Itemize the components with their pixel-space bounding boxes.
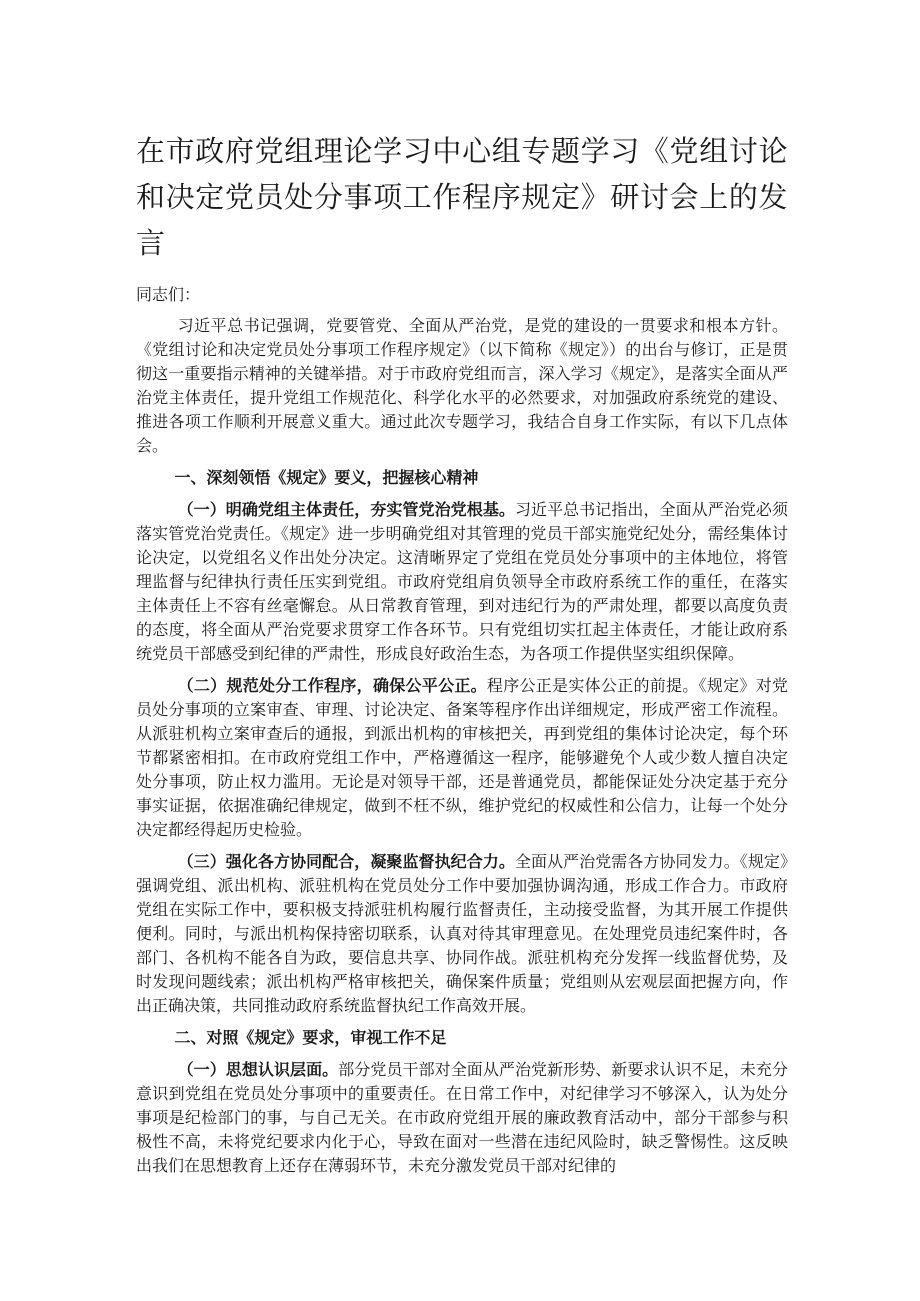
item-lead: （三）强化各方协同配合，凝聚监督执纪合力。 <box>177 852 515 871</box>
document-title: 在市政府党组理论学习中心组专题学习《党组讨论和决定党员处分事项工作程序规定》研讨会上的发言 <box>136 134 788 260</box>
item-text: 部分党员干部对全面从严治党新形势、新要求认识不足，未充分意识到党组在党员处分事项中的重要责任。在日常工作中，对纪律学习不够深入，认为处分事项是纪检部门的事，与自己无关。在市政府党组开展的廉政教育活动中，部分干部参与积极性不高，未将党纪要求内化于心，导致在面对一些潜在违纪风险时，缺乏警惕性。这反映出我们在思想教育上还存在薄弱环节，未充分激发党员干部对纪律的 <box>136 1060 788 1175</box>
item-text: 习近平总书记指出，全面从严治党必须落实管党治党责任。《规定》进一步明确党组对其管理的党员干部实施党纪处分，需经集体讨论决定，以党组名义作出处分决定。这清晰界定了党组在党员处分事项中的主体地位，将管理监督与纪律执行责任压实到党组。市政府党组肩负领导全市政府系统工作的重任，在落实主体责任上不容有丝毫懈怠。从日常教育管理，到对违纪行为的严肃处理，都要以高度负责的态度，将全面从严治党要求贯穿工作各环节。只有党组切实扛起主体责任，才能让政府系统党员干部感受到纪律的严肃性，形成良好政治生态，为各项工作提供坚实组织保障。 <box>136 500 788 663</box>
section2-item-1 <box>136 1058 788 1178</box>
item-text: 全面从严治党需各方协同发力。《规定》强调党组、派出机构、派驻机构在党员处分工作中要加强协调沟通，形成工作合力。市政府党组在实际工作中，要积极支持派驻机构履行监督责任，主动接受监督，为其开展工作提供便利。同时，与派出机构保持密切联系，认真对待其审理意见。在处理党员违纪案件时，各部门、各机构不能各自为政，要信息共享、协同作战。派驻机构充分发挥一线监督优势，及时发现问题线索；派出机构严格审核把关，确保案件质量；党组则从宏观层面把握方向，作出正确决策，共同推动政府系统监督执纪工作高效开展。 <box>136 852 788 1015</box>
item-lead: （一）思想认识层面。 <box>177 1060 339 1079</box>
document-page <box>136 128 788 1186</box>
section1-item-2 <box>136 674 788 842</box>
section1-item-3 <box>136 850 788 1018</box>
item-text: 程序公正是实体公正的前提。《规定》对党员处分事项的立案审查、审理、讨论决定、备案等程序作出详细规定，形成严密工作流程。从派驻机构立案审查后的通报，到派出机构的审核把关，再到党组的集体讨论决定，每个环节都紧密相扣。在市政府党组工作中，严格遵循这一程序，能够避免个人或少数人擅自决定处分事项，防止权力滥用。无论是对领导干部，还是普通党员，都能保证处分决定基于充分事实证据，依据准确纪律规定，做到不枉不纵，维护党纪的权威性和公信力，让每一个处分决定都经得起历史检验。 <box>136 676 788 839</box>
intro-paragraph: 习近平总书记强调，党要管党、全面从严治党，是党的建设的一贯要求和根本方针。《党组讨论和决定党员处分事项工作程序规定》（以下简称《规定》）的出台与修订，正是贯彻这一重要指示精神的关键举措。对于市政府党组而言，深入学习《规定》，是落实全面从严治党主体责任，提升党组工作规范化、科学化水平的必然要求，对加强政府系统党的建设、推进各项工作顺利开展意义重大。通过此次专题学习，我结合自身工作实际，有以下几点体会。 <box>136 316 788 455</box>
item-lead: （二）规范处分工作程序，确保公平公正。 <box>177 676 487 695</box>
section1-item-1 <box>136 498 788 666</box>
section-heading-1: 一、深刻领悟《规定》要义，把握核心精神 <box>174 468 479 487</box>
section-heading-2: 二、对照《规定》要求，审视工作不足 <box>174 1028 447 1047</box>
greeting: 同志们： <box>136 285 201 304</box>
item-lead: （一）明确党组主体责任，夯实管党治党根基。 <box>177 500 515 519</box>
